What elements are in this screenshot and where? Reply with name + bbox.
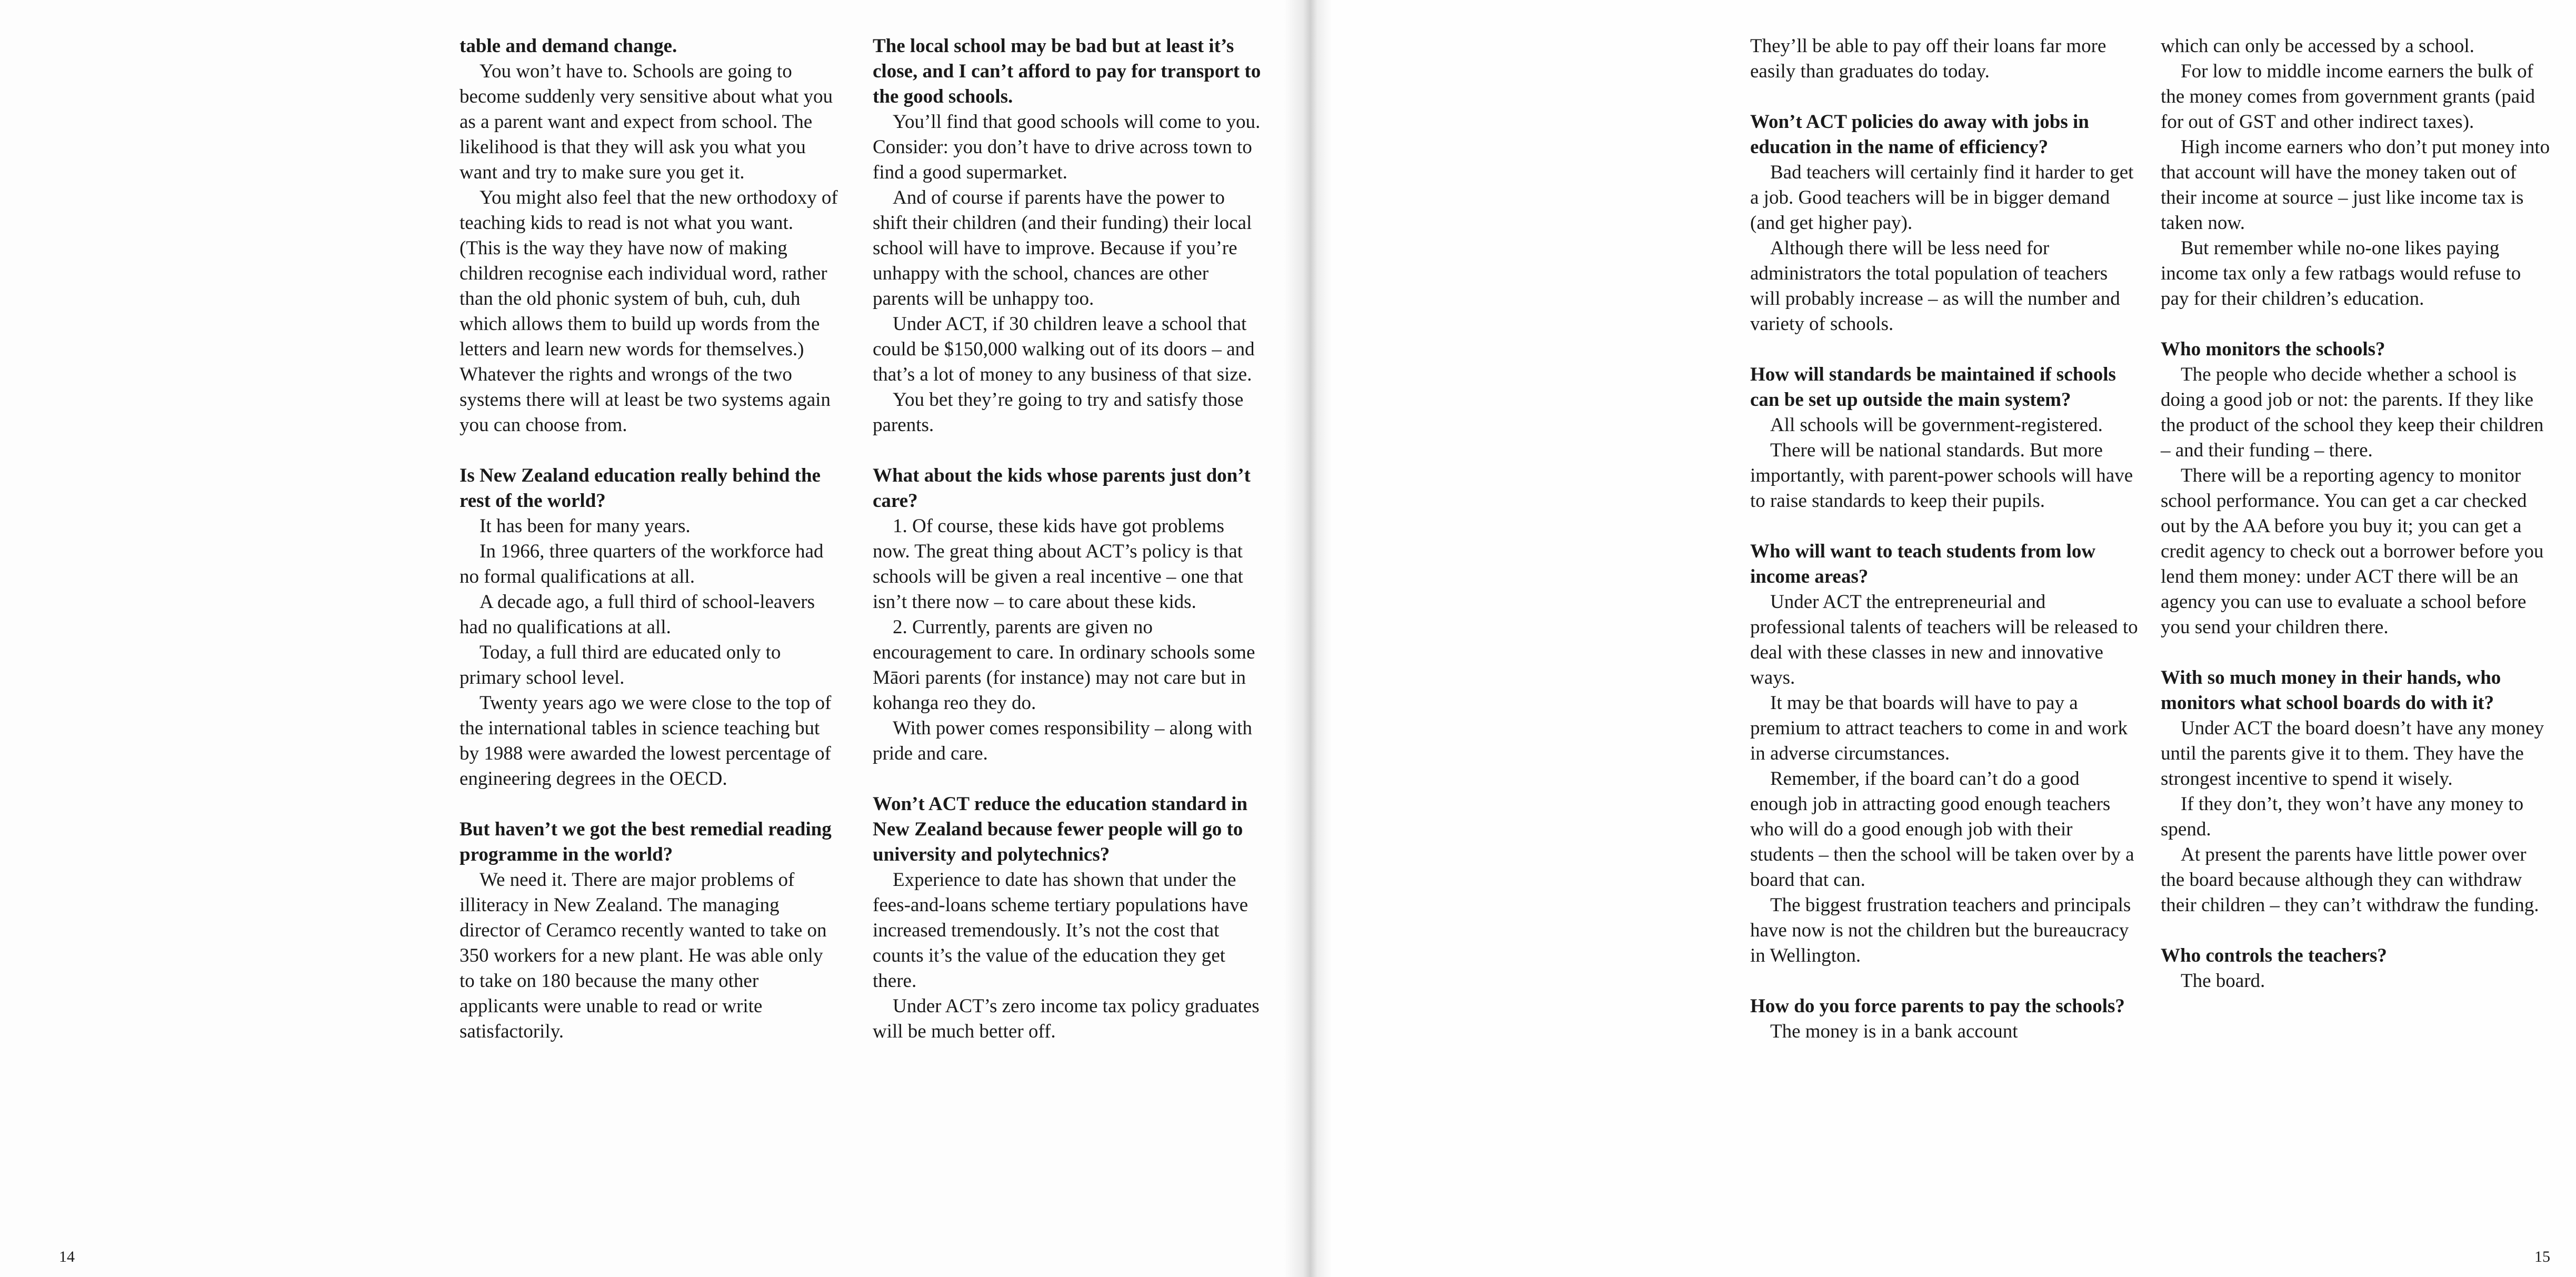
column-3 — [1750, 34, 2140, 1044]
article-section — [460, 817, 838, 1044]
body-paragraph: You won’t have to. Schools are going to become suddenly very sensitive about what you as a parent want and expect from school. The likelihood is that they will ask you what you want and try to make sure you get it. — [460, 61, 833, 183]
body-paragraph: They’ll be able to pay off their loans far more easily than graduates do today. — [1750, 35, 2106, 82]
body-paragraph: All schools will be government-registered. — [1770, 414, 2103, 436]
body-paragraph: Bad teachers will certainly find it harder to get a job. Good teachers will be in bigger demand (and get higher pay). — [1750, 162, 2134, 234]
section-heading: Who will want to teach students from low income areas? — [1750, 541, 2096, 587]
section-heading: But haven’t we got the best remedial reading programme in the world? — [460, 819, 832, 865]
section-heading: What about the kids whose parents just don’t care? — [873, 465, 1251, 512]
section-heading: With so much money in their hands, who monitors what school boards do with it? — [2161, 667, 2501, 714]
section-heading: Is New Zealand education really behind the rest of the world? — [460, 465, 821, 512]
body-paragraph: Remember, if the board can’t do a good enough job in attracting good enough teachers who will do a good enough job with their students – then the school will be taken over by a board that can. — [1750, 768, 2134, 891]
article-section — [460, 463, 838, 792]
section-heading: Won’t ACT reduce the education standard in New Zealand because fewer people will go to university and polytechnics? — [873, 793, 1247, 865]
book-gutter — [1284, 0, 1332, 1277]
body-paragraph: Today, a full third are educated only to primary school level. — [460, 642, 781, 689]
body-paragraph: The biggest frustration teachers and principals have now is not the children but the bureaucracy in Wellington. — [1750, 894, 2131, 966]
body-paragraph: If they don’t, they won’t have any money to spend. — [2161, 793, 2524, 840]
body-paragraph: There will be national standards. But more importantly, with parent-power schools will have to raise standards to keep their pupils. — [1750, 440, 2133, 512]
body-paragraph: It has been for many years. — [480, 515, 691, 537]
article-section — [1750, 34, 2140, 84]
article-section — [2161, 34, 2550, 312]
column-1 — [460, 34, 838, 1044]
column-4 — [2161, 34, 2550, 994]
body-paragraph: But remember while no-one likes paying income tax only a few ratbags would refuse to pay for their children’s education. — [2161, 237, 2521, 310]
section-heading: table and demand change. — [460, 35, 677, 57]
section-heading: How do you force parents to pay the schools? — [1750, 995, 2125, 1017]
section-heading: The local school may be bad but at least it’s close, and I can’t afford to pay for transport to the good schools. — [873, 35, 1261, 107]
page-number-right: 15 — [2534, 1248, 2550, 1265]
article-section — [873, 34, 1262, 438]
section-heading: Who monitors the schools? — [2161, 338, 2385, 360]
section-heading: Who controls the teachers? — [2161, 945, 2387, 966]
body-paragraph: The people who decide whether a school is doing a good job or not: the parents. If they like the product of the school they keep their children – and their funding – there. — [2161, 364, 2544, 461]
article-section — [2161, 665, 2550, 918]
body-paragraph: In 1966, three quarters of the workforce had no formal qualifications at all. — [460, 541, 824, 587]
body-paragraph: High income earners who don’t put money into that account will have the money taken out of their income at source – just like income tax is taken now. — [2161, 136, 2550, 234]
article-section — [1750, 539, 2140, 969]
body-paragraph: Under ACT’s zero income tax policy graduates will be much better off. — [873, 995, 1260, 1042]
article-section — [460, 34, 838, 438]
section-heading: Won’t ACT policies do away with jobs in education in the name of efficiency? — [1750, 111, 2089, 158]
article-section — [873, 463, 1262, 766]
body-paragraph: Experience to date has shown that under the fees-and-loans scheme tertiary populations have increased tremendously. It’s not the cost that counts it’s the value of the education they get there. — [873, 869, 1249, 992]
body-paragraph: 2. Currently, parents are given no encouragement to care. In ordinary schools some Māori parents (for instance) may not care but in kohanga reo they do. — [873, 616, 1255, 714]
body-paragraph: which can only be accessed by a school. — [2161, 35, 2474, 57]
body-paragraph: There will be a reporting agency to monitor school performance. You can get a car checked out by the AA before you buy it; you can get a credit agency to check out a borrower before you lend them money: under ACT there will be an agency you can use to evaluate a school before you send your children there. — [2161, 465, 2544, 638]
body-paragraph: The board. — [2181, 970, 2265, 992]
body-paragraph: You’ll find that good schools will come to you. Consider: you don’t have to drive across town to find a good supermarket. — [873, 111, 1261, 183]
body-paragraph: 1. Of course, these kids have got problems now. The great thing about ACT’s policy is that schools will be given a real incentive – one that isn’t there now – to care about these kids. — [873, 515, 1243, 613]
body-paragraph: You might also feel that the new orthodoxy of teaching kids to read is not what you want. (This is the way they have now of making children recognise each individual word, rather than the old phonic system of buh, cuh, duh which allows them to build up words from the letters and learn new words for themselves.) Whatever the rights and wrongs of the two systems there will at least be two systems again you can choose from. — [460, 187, 838, 436]
body-paragraph: A decade ago, a full third of school-leavers had no qualifications at all. — [460, 591, 815, 638]
body-paragraph: It may be that boards will have to pay a premium to attract teachers to come in and work in adverse circumstances. — [1750, 692, 2128, 764]
body-paragraph: For low to middle income earners the bulk of the money comes from government grants (paid for out of GST and other indirect taxes). — [2161, 61, 2535, 133]
section-heading: How will standards be maintained if schools can be set up outside the main system? — [1750, 364, 2116, 411]
body-paragraph: Although there will be less need for administrators the total population of teachers will probably increase – as will the number and variety of schools. — [1750, 237, 2120, 335]
article-section — [873, 792, 1262, 1044]
article-section — [1750, 994, 2140, 1044]
body-paragraph: At present the parents have little power over the board because although they can withdraw their children – they can’t withdraw the funding. — [2161, 844, 2539, 916]
body-paragraph: With power comes responsibility – along with pride and care. — [873, 717, 1252, 764]
body-paragraph: We need it. There are major problems of illiteracy in New Zealand. The managing director of Ceramco recently wanted to take on 350 workers for a new plant. He was able only to take on 180 because the many other applicants were unable to read or write satisfactorily. — [460, 869, 827, 1042]
body-paragraph: And of course if parents have the power to shift their children (and their funding) their local school will have to improve. Because if you’re unhappy with the school, chances are other parents will be unhappy too. — [873, 187, 1252, 310]
article-section — [2161, 943, 2550, 994]
article-section — [2161, 337, 2550, 640]
body-paragraph: The money is in a bank account — [1770, 1021, 2018, 1042]
body-paragraph: Under ACT the board doesn’t have any money until the parents give it to them. They have the strongest incentive to spend it wisely. — [2161, 717, 2544, 790]
body-paragraph: Under ACT the entrepreneurial and professional talents of teachers will be released to deal with these classes in new and innovative ways. — [1750, 591, 2138, 689]
body-paragraph: Twenty years ago we were close to the top of the international tables in science teaching but by 1988 were awarded the lowest percentage of engineering degrees in the OECD. — [460, 692, 832, 790]
page-number-left: 14 — [59, 1248, 75, 1265]
article-section — [1750, 109, 2140, 337]
column-2 — [873, 34, 1262, 1044]
article-section — [1750, 362, 2140, 514]
body-paragraph: You bet they’re going to try and satisfy those parents. — [873, 389, 1244, 436]
body-paragraph: Under ACT, if 30 children leave a school that could be $150,000 walking out of its doors – and that’s a lot of money to any business of that size. — [873, 313, 1255, 385]
